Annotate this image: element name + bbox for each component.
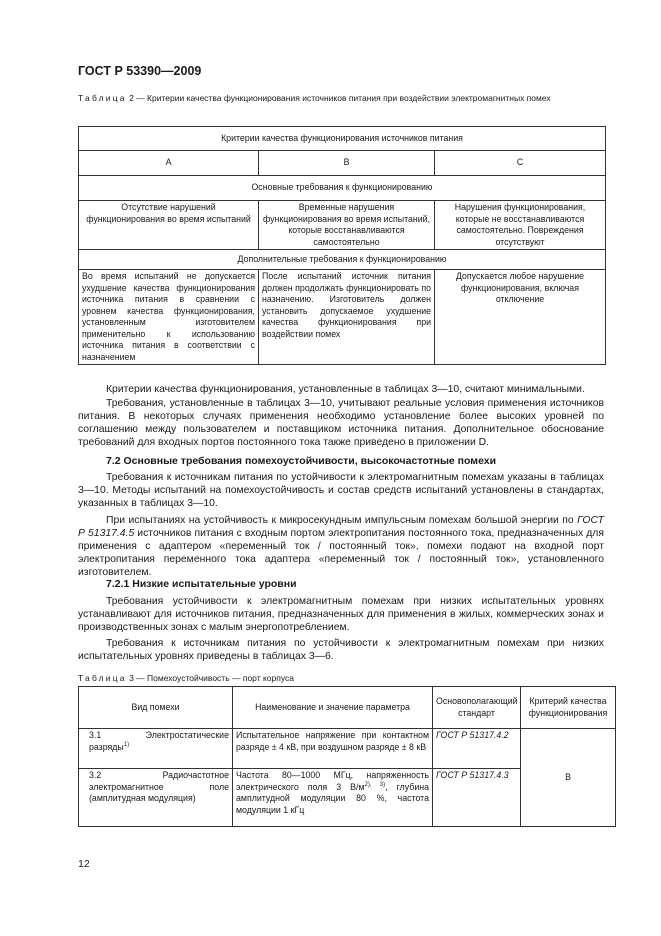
footnote-mark: 1) <box>123 741 130 748</box>
paragraph-2: Требования, установленные в таблицах 3—10, учитывают реальные условия применения источников питания. В некоторых случаях применения необходимо установление более высоких уровней по соглашению между пользователем и поставщиком источника питания. Дополнительное обоснование требований для входных портов постоянного тока также приведено в приложении D. <box>78 398 604 448</box>
table-row <box>79 729 616 769</box>
section-7-2-heading: 7.2 Основные требования помехоустойчивости, высокочастотные помехи <box>106 455 497 467</box>
column-header-parameter: Наименование и значение параметра <box>233 687 433 729</box>
table-3-caption <box>78 673 604 684</box>
parameter-value: Испытательное напряжение при контактном разряде ± 4 кВ, при воздушном разряде ± 8 кВ <box>233 729 433 769</box>
table-2-caption <box>78 93 604 104</box>
criterion-c-header: С <box>435 151 606 176</box>
caption-text: 3 — Помехоустойчивость — порт корпуса <box>126 673 294 683</box>
paragraph-5: Требования устойчивости к электромагнитным помехам при низких испытательных уровнях устанавливают для источников питания, предназначенных для применения в жилых, коммерческих зонах и производственных зонах с малым энергопотреблением. <box>78 596 604 633</box>
basic-criterion-c: Нарушения функционирования, которые не восстанавливаются самостоятельно. Повреждения отсутствуют <box>435 201 606 250</box>
parameter-value-start: Частота 80—1000 МГц, напряженность электрического поля 3 В/м <box>236 770 429 792</box>
section-7-2-1-heading: 7.2.1 Низкие испытательные уровни <box>106 578 297 590</box>
extra-criterion-a: Во время испытаний не допускается ухудшение качества функционирования источника питания в сравнении с уровнем качества функционирования, установленным изготовителем применительно к использованию источника питания в соответствии с назначением <box>79 270 259 365</box>
criterion-value: В <box>521 729 616 827</box>
document-header: ГОСТ Р 53390—2009 <box>78 64 202 78</box>
column-header-kind: Вид помехи <box>79 687 233 729</box>
paragraph-4-start: При испытаниях на устойчивость к микросекундным импульсным помехам большой энергии по <box>106 515 578 526</box>
table-3 <box>78 686 616 827</box>
base-standard: ГОСТ Р 51317.4.2 <box>433 729 521 769</box>
table-2 <box>78 126 606 365</box>
basic-criterion-a: Отсутствие нарушений функционирования во время испытаний <box>79 201 259 250</box>
parameter-value-end: , глубина амплитудной модуляции 80 %, частота модуляции 1 кГц <box>236 781 429 815</box>
column-header-standard: Основополагающий стандарт <box>433 687 521 729</box>
paragraph-3: Требования к источникам питания по устойчивости к электромагнитным помехам указаны в таблицах 3—10. Методы испытаний на помехоустойчивость и состав средств испытаний установлены в стандартах, указанных в таблицах 3—10. <box>78 472 604 509</box>
page-number: 12 <box>78 858 90 870</box>
criterion-a-header: А <box>79 151 259 176</box>
standard-reference: ГОСТ Р 51317.4.5 <box>78 515 604 539</box>
extra-criterion-b: После испытаний источник питания должен продолжать функционировать по назначению. Изготовитель должен установить допускаемое ухудшение качества функционирования при воздействии помех <box>259 270 435 365</box>
footnote-mark: 2), 3) <box>364 781 386 788</box>
basic-criterion-b: Временные нарушения функционирования во время испытаний, которые восстанавливаются самостоятельно <box>259 201 435 250</box>
paragraph-4-end: источников питания с входным портом электропитания постоянного тока, предназначенных для применения с адаптером «переменный ток / постоянный ток», помехи подают на входной порт электропитания переменного тока адаптера «переменный ток / постоянный ток», установленного изготовителем. <box>78 528 604 578</box>
caption-text: 2 — Критерии качества функционирования источников питания при воздействии электромагнитных помех <box>126 93 551 103</box>
caption-label: Таблица <box>78 93 127 103</box>
disturbance-kind: 3.2 Радиочастотное электромагнитное поле (амплитудная модуляция) <box>79 769 233 827</box>
basic-requirements-header: Основные требования к функционированию <box>79 176 606 201</box>
extra-criterion-c: Допускается любое нарушение функционирования, включая отключение <box>435 270 606 365</box>
table-2-title-row: Критерии качества функционирования источников питания <box>79 127 606 151</box>
criterion-b-header: В <box>259 151 435 176</box>
base-standard: ГОСТ Р 51317.4.3 <box>433 769 521 827</box>
disturbance-kind <box>79 729 233 769</box>
parameter-value <box>233 769 433 827</box>
column-header-criterion: Критерий качества функционирования <box>521 687 616 729</box>
extra-requirements-header: Дополнительные требования к функционированию <box>79 250 606 270</box>
paragraph-4 <box>78 514 604 579</box>
disturbance-kind-text: 3.1 Электростатические разряды <box>89 730 229 752</box>
caption-label: Таблица <box>78 673 127 683</box>
paragraph-1: Критерии качества функционирования, установленные в таблицах 3—10, считают минимальными. <box>106 384 585 395</box>
paragraph-6: Требования к источникам питания по устойчивости к электромагнитным помехам при низких испытательных уровнях приведены в таблицах 3—6. <box>78 638 604 662</box>
